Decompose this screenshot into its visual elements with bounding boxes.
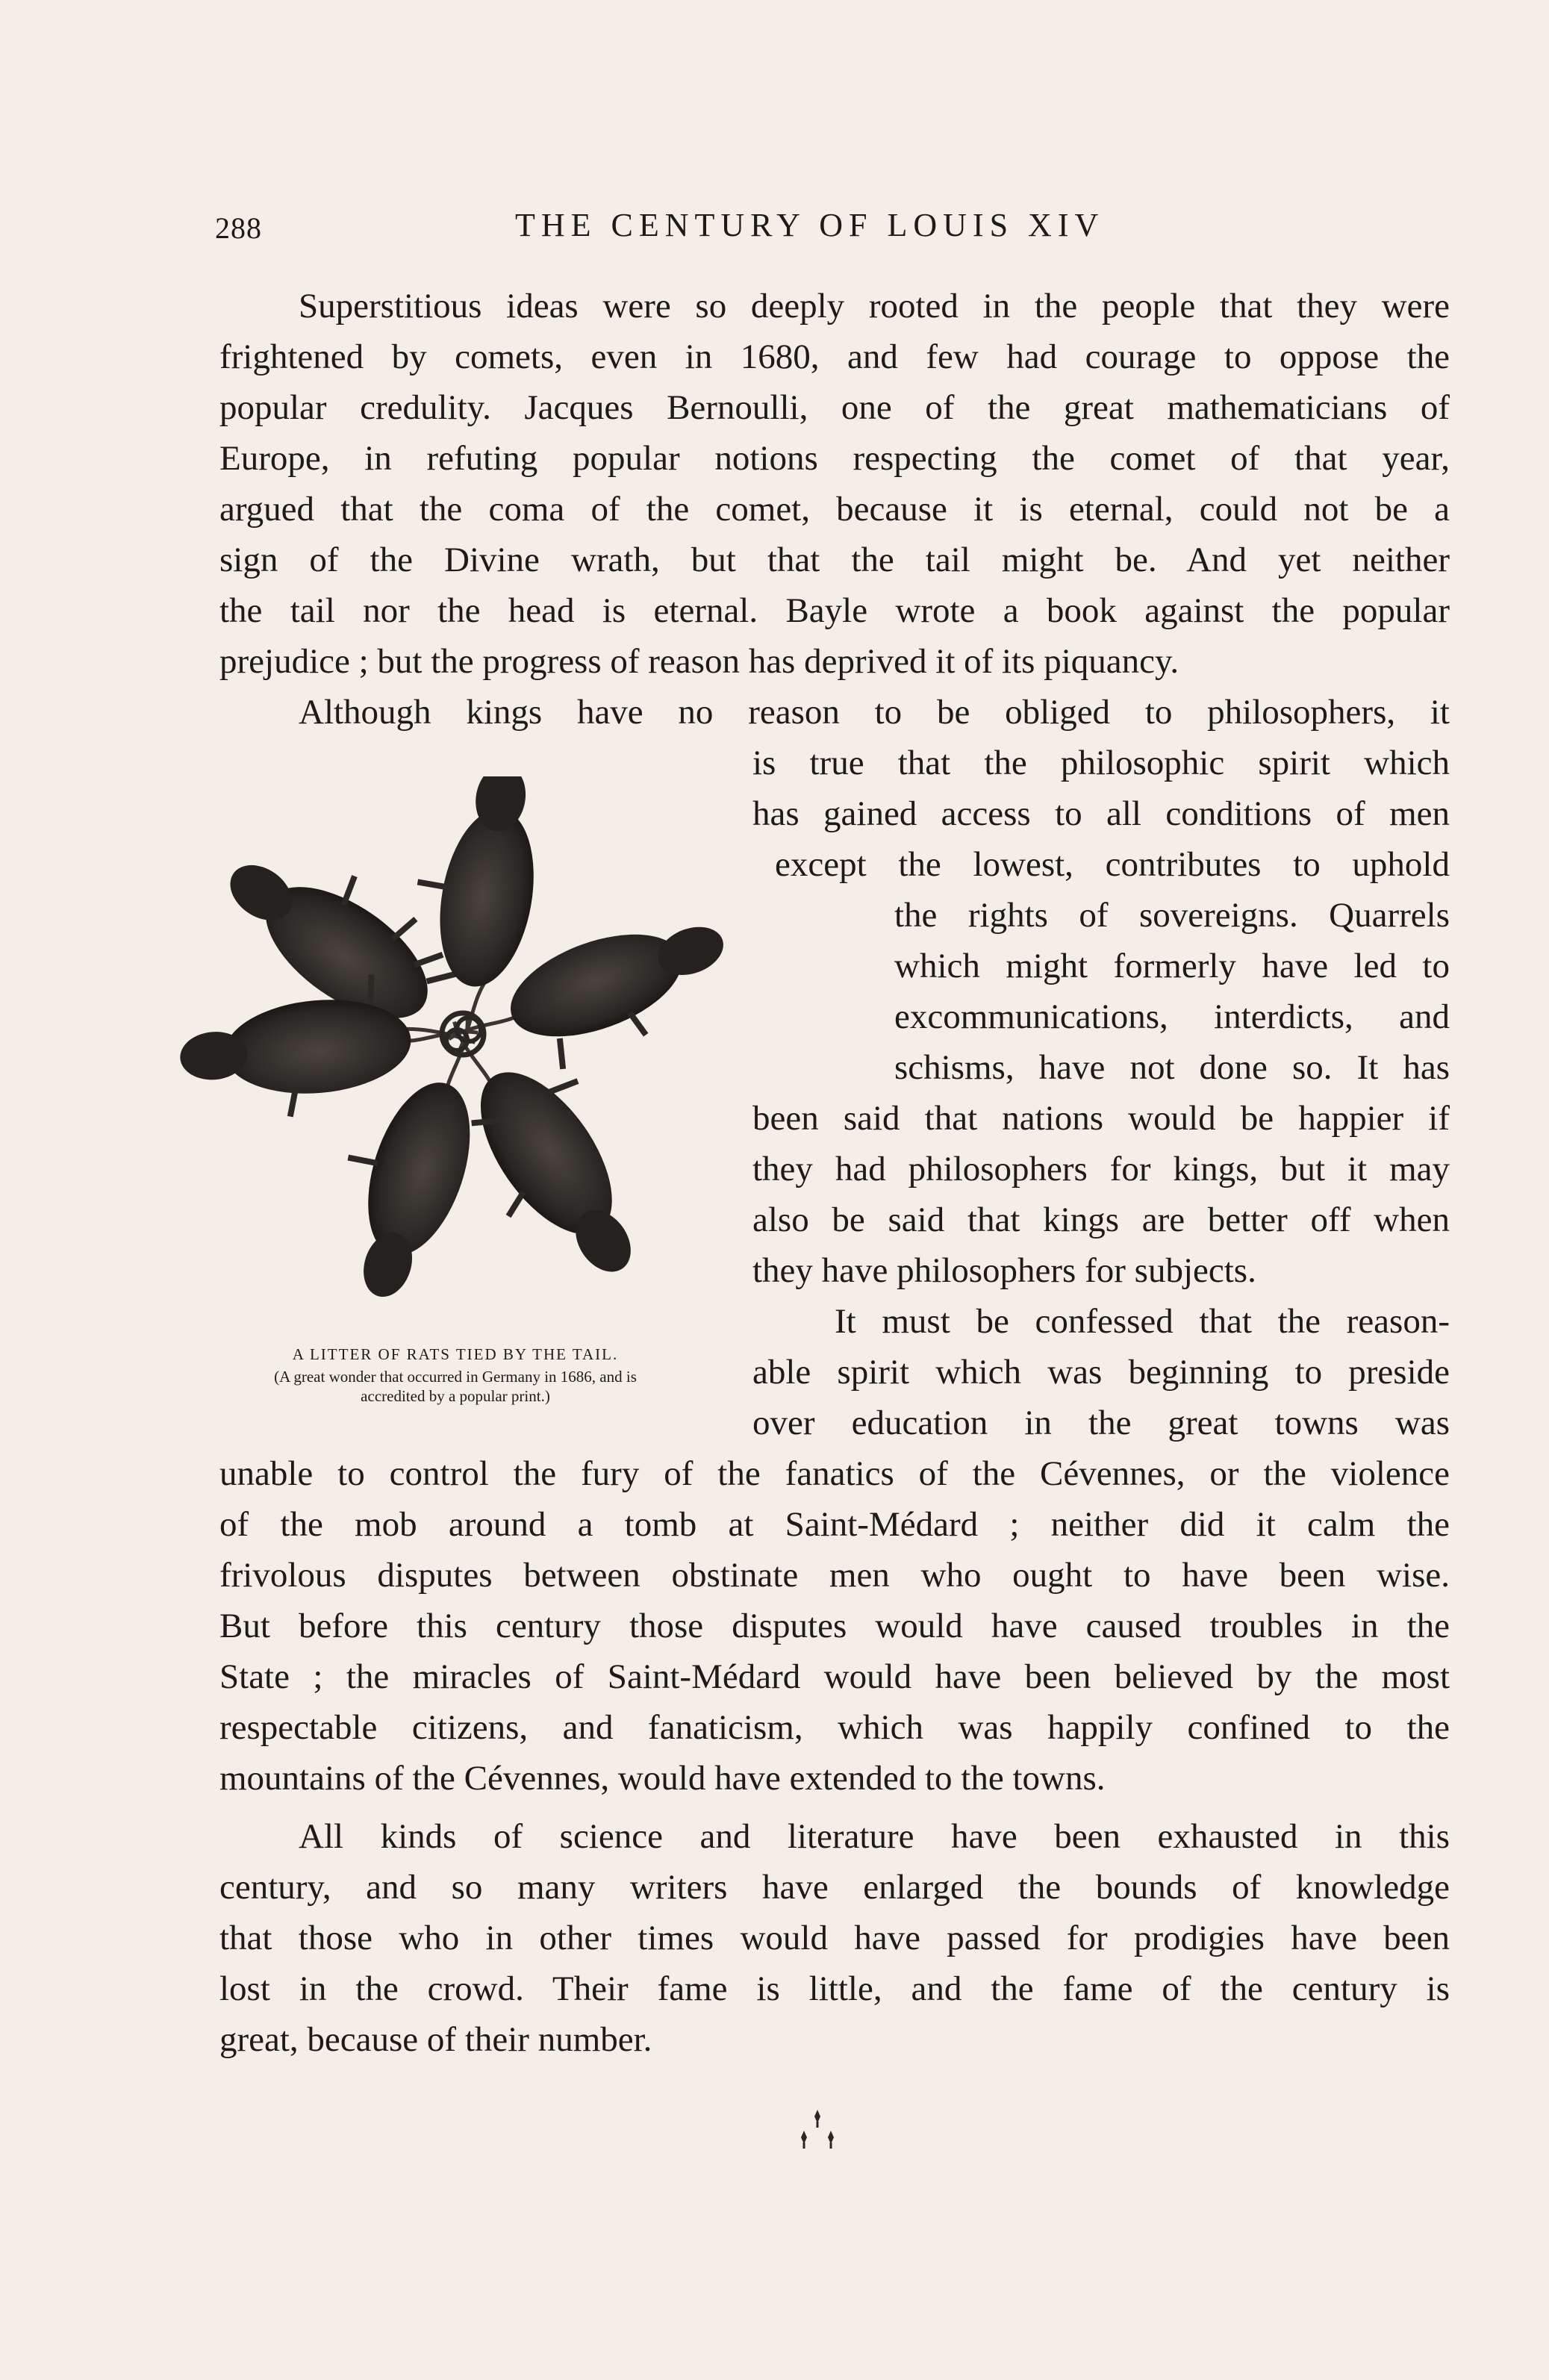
text-line: But before this century those disputes would have caused troubles in the [219,1607,1450,1645]
text-line: frightened by comets, even in 1680, and few had courage to oppose the [219,337,1450,376]
text-line: century, and so many writers have enlarged the bounds of knowledge [219,1868,1450,1907]
text-line: sign of the Divine wrath, but that the tail might be. And yet neither [219,541,1450,579]
text-line: State ; the miracles of Saint-Médard would have been believed by the most [219,1657,1450,1696]
text-line: schisms, have not done so. It has [894,1048,1450,1087]
text-line: Europe, in refuting popular notions respecting the comet of that year, [219,439,1450,478]
text-line: lost in the crowd. Their fame is little, and the fame of the century is [219,1969,1450,2008]
text-line: popular credulity. Jacques Bernoulli, one of the great mathematicians of [219,388,1450,427]
text-line: Superstitious ideas were so deeply rooted in the people that they were [299,287,1450,325]
page-number: 288 [215,211,262,245]
text-line: It must be confessed that the reason- [835,1302,1450,1341]
text-line: mountains of the Cévennes, would have extended to the towns. [219,1759,1106,1798]
text-line: which might formerly have led to [894,947,1450,985]
text-line: prejudice ; but the progress of reason has deprived it of its piquancy. [219,642,1179,681]
text-line: they have philosophers for subjects. [752,1251,1256,1290]
text-line: the rights of sovereigns. Quarrels [894,896,1450,935]
fleuron-ornament-icon [788,2105,847,2158]
running-title: THE CENTURY OF LOUIS XIV [515,207,1105,243]
text-line: been said that nations would be happier if [752,1099,1450,1138]
text-line: except the lowest, contributes to uphold [775,845,1450,884]
figure-caption-title: A LITTER OF RATS TIED BY THE TAIL. [292,1345,619,1363]
text-line: that those who in other times would have passed for prodigies have been [219,1919,1450,1957]
text-line: they had philosophers for kings, but it may [752,1150,1450,1189]
figure-caption-line: accredited by a popular print.) [361,1387,550,1405]
text-line: the tail nor the head is eternal. Bayle wrote a book against the popular [219,591,1450,630]
text-line: of the mob around a tomb at Saint-Médard ; neither did it calm the [219,1505,1450,1544]
text-line: great, because of their number. [219,2020,652,2059]
figure-caption-line: (A great wonder that occurred in Germany in 1686, and is [274,1368,637,1386]
text-line: has gained access to all conditions of men [752,794,1450,833]
text-line: is true that the philosophic spirit which [752,744,1450,782]
text-line: also be said that kings are better off when [752,1200,1450,1239]
text-line: unable to control the fury of the fanatics of the Cévennes, or the violence [219,1454,1450,1493]
text-line: frivolous disputes between obstinate men who ought to have been wise. [219,1556,1450,1595]
rat-king-illustration [149,776,732,1336]
text-line: All kinds of science and literature have been exhausted in this [299,1817,1450,1856]
text-line: able spirit which was beginning to preside [752,1353,1450,1392]
text-line: argued that the coma of the comet, because it is eternal, could not be a [219,490,1450,529]
text-line: over education in the great towns was [752,1404,1450,1442]
text-line: respectable citizens, and fanaticism, which was happily confined to the [219,1708,1450,1747]
text-line: Although kings have no reason to be obliged to philosophers, it [299,693,1450,732]
text-line: excommunications, interdicts, and [894,997,1450,1036]
